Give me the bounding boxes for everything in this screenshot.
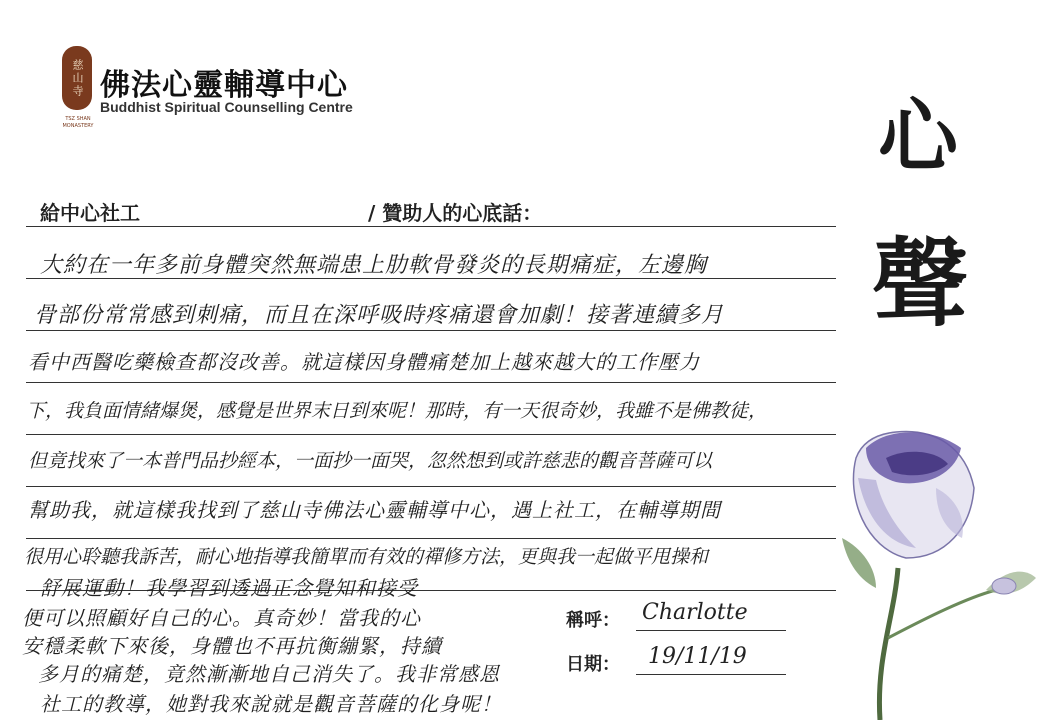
date-underline	[636, 674, 786, 675]
letter-line: 看中西醫吃藥檢查都沒改善。就這樣因身體痛楚加上越來越大的工作壓力	[28, 350, 700, 374]
flower-stem-branch	[888, 590, 996, 638]
letter-line: 下，我負面情緒爆煲，感覺是世界末日到來呢！那時，有一天很奇妙，我雖不是佛教徒，	[26, 400, 768, 422]
letter-line: 大約在一年多前身體突然無端患上肋軟骨發炎的長期痛症，左邊胸	[40, 253, 708, 278]
name-underline	[636, 630, 786, 631]
temple-seal-logo: 慈山寺	[62, 46, 92, 110]
ruled-line	[26, 434, 836, 435]
name-value: Charlotte	[642, 600, 748, 625]
sponsor-heading: / 贊助人的心底話：	[368, 201, 543, 225]
lisianthus-flower-illustration	[836, 418, 1040, 720]
temple-seal-caption: TSZ SHAN MONASTERY	[62, 116, 94, 129]
date-value: 19/11/19	[648, 644, 747, 669]
org-name-english: Buddhist Spiritual Counselling Centre	[100, 99, 353, 115]
ruled-line	[26, 538, 836, 539]
flower-stem	[879, 568, 898, 720]
ruled-line	[26, 226, 836, 227]
letter-line: 幫助我，就這樣我找到了慈山寺佛法心靈輔導中心，遇上社工，在輔導期間	[28, 498, 721, 522]
recipient-label: 給中心社工	[40, 201, 140, 225]
letter-line: 多月的痛楚，竟然漸漸地自己消失了。我非常感恩	[38, 662, 500, 686]
ruled-line	[26, 330, 836, 331]
letter-line: 便可以照顧好自己的心。真奇妙！當我的心	[22, 606, 421, 630]
date-label: 日期：	[566, 654, 620, 675]
letter-line: 安穩柔軟下來後，身體也不再抗衡繃緊，持續	[22, 634, 442, 658]
letter-line: 骨部份常常感到刺痛，而且在深呼吸時疼痛還會加劇！接著連續多月	[34, 303, 725, 328]
calligraphy-heart-char: 心	[878, 89, 958, 183]
letter-line: 舒展運動！我學習到透過正念覺知和接受	[40, 576, 418, 600]
org-name-chinese: 佛法心靈輔導中心	[100, 68, 348, 103]
leaf-icon	[842, 538, 876, 588]
bud-icon	[992, 578, 1016, 594]
name-label: 稱呼：	[566, 610, 620, 631]
calligraphy-voice-char: 聲	[872, 227, 968, 340]
ruled-line	[26, 486, 836, 487]
letter-line: 但竟找來了一本普門品抄經本，一面抄一面哭，忽然想到或許慈悲的觀音菩薩可以	[28, 450, 713, 472]
letter-line: 很用心聆聽我訴苦，耐心地指導我簡單而有效的禪修方法，更與我一起做平甩操和	[24, 546, 709, 568]
ruled-line	[26, 382, 836, 383]
letter-line: 社工的教導，她對我來說就是觀音菩薩的化身呢！	[40, 692, 502, 716]
